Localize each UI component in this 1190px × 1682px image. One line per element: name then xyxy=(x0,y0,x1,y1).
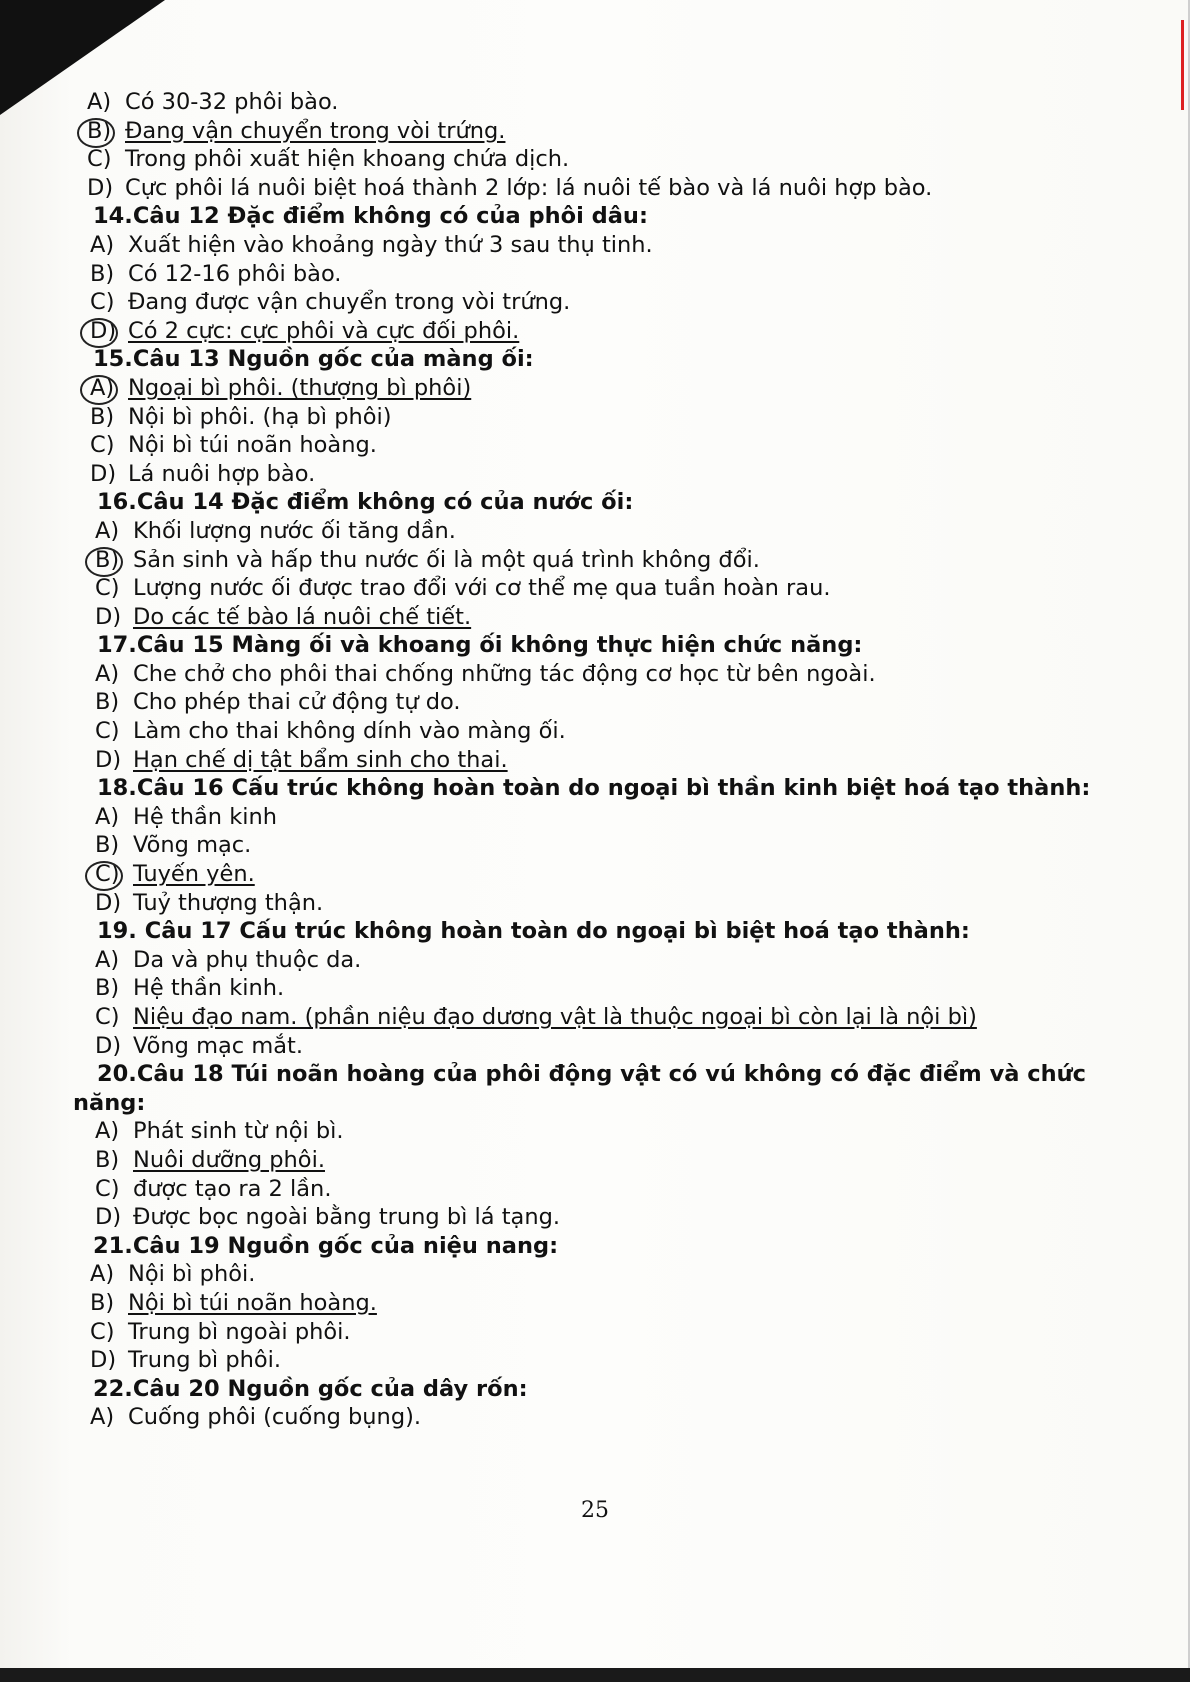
option-letter: A) xyxy=(95,946,120,973)
option-text: Tuỷ thượng thận. xyxy=(133,889,324,916)
option-text: Hệ thần kinh xyxy=(133,803,277,830)
option-text: Có 12-16 phôi bào. xyxy=(128,260,342,287)
option-text: Cuống phôi (cuống bụng). xyxy=(128,1404,422,1431)
answer-option xyxy=(95,974,1095,1003)
question-number: 20. xyxy=(97,1061,137,1088)
answer-option xyxy=(90,460,1095,489)
option-text-selected: Nuôi dưỡng phôi. xyxy=(133,1146,325,1173)
question-number: 18. xyxy=(97,775,137,802)
option-letter: A) xyxy=(95,660,120,687)
option-letter: A) xyxy=(90,1404,115,1431)
option-text: Nội bì túi noãn hoàng. xyxy=(128,432,377,459)
option-text: Lượng nước ối được trao đổi với cơ thể mẹ qua tuần hoàn rau. xyxy=(133,575,831,602)
option-letter: A) xyxy=(95,517,120,544)
option-text: Trung bì phôi. xyxy=(128,1347,282,1374)
answer-option xyxy=(95,831,1095,860)
scan-bottom-band xyxy=(0,1668,1190,1682)
option-text: Võng mạc mắt. xyxy=(133,1032,304,1059)
answer-option xyxy=(95,1203,1095,1232)
question-text: Câu 17 Cấu trúc không hoàn toàn do ngoại bì biệt hoá tạo thành: xyxy=(136,918,970,945)
question-number: 14. xyxy=(93,203,133,230)
option-letter: C) xyxy=(95,575,120,602)
question-text: Câu 19 Nguồn gốc của niệu nang: xyxy=(132,1232,559,1259)
option-text: Phát sinh từ nội bì. xyxy=(133,1118,344,1145)
question-heading xyxy=(93,1375,1095,1404)
answer-option xyxy=(90,403,1095,432)
answer-option xyxy=(90,231,1095,260)
answer-option xyxy=(90,1318,1095,1347)
option-text: Khối lượng nước ối tăng dần. xyxy=(133,517,456,544)
answer-option xyxy=(95,889,1095,918)
answer-option xyxy=(95,603,1095,632)
option-letter: C) xyxy=(90,289,115,316)
option-letter: B) xyxy=(95,832,120,859)
option-letter: C) xyxy=(90,432,115,459)
option-letter: A) xyxy=(90,374,128,403)
answer-option xyxy=(95,660,1095,689)
question-number: 16. xyxy=(97,489,137,516)
answer-option xyxy=(87,145,1095,174)
answer-option xyxy=(90,1260,1095,1289)
question-heading xyxy=(97,917,1095,946)
option-letter: B) xyxy=(90,403,115,430)
answer-option xyxy=(95,546,1095,575)
question-number: 22. xyxy=(93,1375,133,1402)
scan-edge-mark xyxy=(1181,20,1184,110)
option-text: Được bọc ngoài bằng trung bì lá tạng. xyxy=(133,1204,561,1231)
question-text: Câu 14 Đặc điểm không có của nước ối: xyxy=(136,489,634,516)
answer-option xyxy=(95,517,1095,546)
question-heading xyxy=(93,1232,1095,1261)
question-text: Câu 15 Màng ối và khoang ối không thực hiện chức năng: xyxy=(136,632,863,659)
option-letter: A) xyxy=(95,803,120,830)
option-text: Hệ thần kinh. xyxy=(133,975,285,1002)
question-text: Câu 20 Nguồn gốc của dây rốn: xyxy=(132,1375,528,1402)
option-text: Cho phép thai cử động tự do. xyxy=(133,689,461,716)
question-number: 17. xyxy=(97,632,137,659)
option-text-selected: Đang vận chuyển trong vòi trứng. xyxy=(125,117,506,144)
option-letter: A) xyxy=(90,231,115,258)
option-letter: D) xyxy=(90,460,117,487)
option-text-selected: Ngoại bì phôi. (thượng bì phôi) xyxy=(128,374,472,401)
option-letter: C) xyxy=(95,718,120,745)
option-letter: D) xyxy=(95,889,122,916)
page-number: 25 xyxy=(581,1498,609,1523)
option-letter: D) xyxy=(95,1032,122,1059)
option-text-selected: Niệu đạo nam. (phần niệu đạo dương vật là thuộc ngoại bì còn lại là nội bì) xyxy=(133,1004,977,1030)
question-heading xyxy=(97,488,1095,517)
option-letter: D) xyxy=(95,1204,122,1231)
question-list xyxy=(75,88,1095,1432)
question-text: Câu 12 Đặc điểm không có của phôi dâu: xyxy=(132,203,648,230)
answer-option xyxy=(95,803,1095,832)
question-number: 21. xyxy=(93,1232,133,1259)
option-letter: B) xyxy=(90,260,115,287)
option-text-selected: Hạn chế dị tật bẩm sinh cho thai. xyxy=(133,746,508,773)
option-letter: A) xyxy=(95,1118,120,1145)
answer-option xyxy=(95,1032,1095,1061)
option-letter: C) xyxy=(95,1004,120,1030)
option-letter: C) xyxy=(90,1318,115,1345)
option-text: Có 30-32 phôi bào. xyxy=(125,89,339,115)
option-text-selected: Nội bì túi noãn hoàng. xyxy=(128,1289,377,1316)
option-text: Che chở cho phôi thai chống những tác động cơ học từ bên ngoài. xyxy=(133,660,876,687)
answer-option xyxy=(95,1146,1095,1175)
question-number: 19. xyxy=(97,918,137,945)
question-heading xyxy=(97,774,1095,803)
answer-option xyxy=(87,88,1095,117)
question-heading xyxy=(93,202,1095,231)
option-text: Cực phôi lá nuôi biệt hoá thành 2 lớp: lá nuôi tế bào và lá nuôi hợp bào. xyxy=(125,174,933,201)
option-text: Trong phôi xuất hiện khoang chứa dịch. xyxy=(125,146,570,173)
answer-option xyxy=(87,117,1095,146)
question-text: Câu 13 Nguồn gốc của màng ối: xyxy=(132,346,534,373)
option-text: Trung bì ngoài phôi. xyxy=(128,1318,351,1345)
option-text: Nội bì phôi. (hạ bì phôi) xyxy=(128,403,392,430)
option-letter: D) xyxy=(90,317,128,346)
answer-option xyxy=(90,260,1095,289)
option-text: Làm cho thai không dính vào màng ối. xyxy=(133,718,566,745)
option-letter: D) xyxy=(95,603,122,630)
answer-option xyxy=(95,1175,1095,1204)
option-letter: D) xyxy=(95,746,122,773)
answer-option xyxy=(95,946,1095,975)
question-number: 15. xyxy=(93,346,133,373)
option-letter: B) xyxy=(95,975,120,1002)
option-text: Võng mạc. xyxy=(133,832,252,859)
option-letter: B) xyxy=(95,689,120,716)
answer-option xyxy=(90,431,1095,460)
option-letter: C) xyxy=(95,1175,120,1202)
answer-option xyxy=(90,1403,1095,1432)
answer-option xyxy=(87,174,1095,203)
option-letter: A) xyxy=(87,89,112,115)
option-text: Sản sinh và hấp thu nước ối là một quá trình không đổi. xyxy=(133,546,760,573)
option-letter: A) xyxy=(90,1261,115,1288)
question-heading xyxy=(97,1060,1095,1089)
answer-option xyxy=(95,746,1095,775)
answer-option xyxy=(90,374,1095,403)
option-letter: B) xyxy=(87,117,125,146)
answer-option xyxy=(95,1117,1095,1146)
option-text: Da và phụ thuộc da. xyxy=(133,946,362,973)
question-heading-continuation: năng: xyxy=(73,1089,146,1116)
option-text-selected: Tuyến yên. xyxy=(133,861,255,888)
option-text: Đang được vận chuyển trong vòi trứng. xyxy=(128,289,571,316)
answer-option xyxy=(95,688,1095,717)
answer-option xyxy=(90,1289,1095,1318)
option-text: Xuất hiện vào khoảng ngày thứ 3 sau thụ tinh. xyxy=(128,231,653,258)
answer-option xyxy=(95,574,1095,603)
option-letter: B) xyxy=(95,546,133,575)
option-letter: D) xyxy=(90,1347,117,1374)
question-text: Câu 18 Túi noãn hoàng của phôi động vật có vú không có đặc điểm và chức xyxy=(136,1061,1086,1088)
question-heading xyxy=(97,631,1095,660)
answer-option xyxy=(90,317,1095,346)
answer-option xyxy=(95,860,1095,889)
question-heading xyxy=(93,345,1095,374)
answer-option xyxy=(95,717,1095,746)
option-text: Nội bì phôi. xyxy=(128,1261,256,1288)
option-text: được tạo ra 2 lần. xyxy=(133,1175,332,1202)
answer-option xyxy=(95,1003,1095,1032)
answer-option xyxy=(90,1346,1095,1375)
option-letter: B) xyxy=(95,1146,120,1173)
option-letter: D) xyxy=(87,174,114,201)
option-letter: C) xyxy=(95,860,133,889)
option-letter: B) xyxy=(90,1289,115,1316)
option-text-selected: Do các tế bào lá nuôi chế tiết. xyxy=(133,603,472,630)
option-letter: C) xyxy=(87,146,112,173)
option-text-selected: Có 2 cực: cực phôi và cực đối phôi. xyxy=(128,317,520,344)
answer-option xyxy=(90,288,1095,317)
option-text: Lá nuôi hợp bào. xyxy=(128,460,316,487)
question-text: Câu 16 Cấu trúc không hoàn toàn do ngoại bì thần kinh biệt hoá tạo thành: xyxy=(136,775,1091,802)
